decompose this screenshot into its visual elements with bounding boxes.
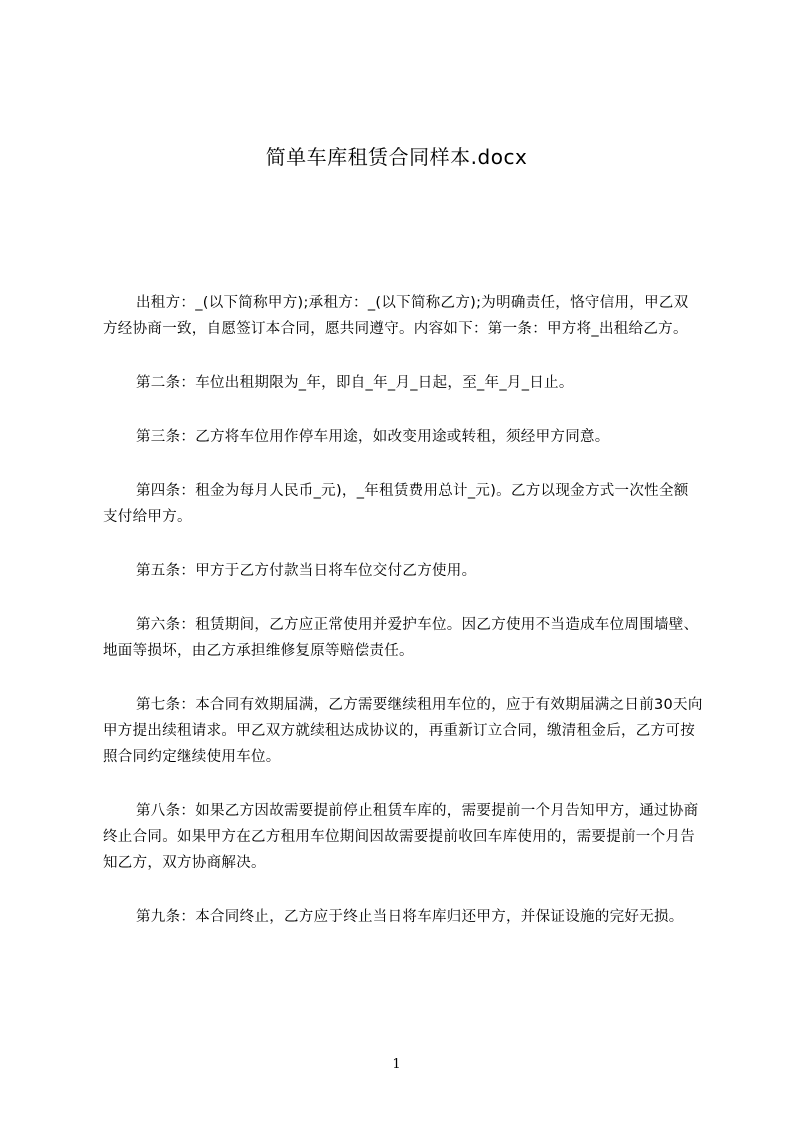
paragraph-gap — [103, 396, 703, 424]
paragraph-gap — [103, 770, 703, 798]
page-number: 1 — [392, 1057, 401, 1072]
paragraph-article-8: 第八条：如果乙方因故需要提前停止租赁车库的，需要提前一个月告知甲方，通过协商终止合同。如果甲方在乙方租用车位期间因故需要提前收回车库使用的，需要提前一个月告知乙方，双方协商解决。 — [103, 803, 699, 871]
paragraph-article-2: 第二条：车位出租期限为_年，即自_年_月_日起，至_年_月_日止。 — [136, 375, 574, 391]
paragraph-gap — [103, 584, 703, 612]
paragraph-gap — [103, 876, 703, 904]
paragraph-gap — [103, 450, 703, 478]
paragraph-intro: 出租方：_(以下简称甲方);承租方：_(以下简称乙方);为明确责任，恪守信用，甲乙双方经协商一致，自愿签订本合同，愿共同遵守。内容如下：第一条：甲方将_出租给乙方。 — [103, 295, 689, 337]
paragraph-article-7: 第七条：本合同有效期届满，乙方需要继续租用车位的，应于有效期届满之日前30天向甲方提出续租请求。甲乙双方就续租达成协议的，再重新订立合同，缴清租金后，乙方可按照合同约定继续使用车位。 — [103, 697, 703, 765]
document-title: 简单车库租赁合同样本.docx — [265, 145, 528, 169]
paragraph-article-5: 第五条：甲方于乙方付款当日将车位交付乙方使用。 — [136, 563, 477, 579]
paragraph-article-6: 第六条：租赁期间，乙方应正常使用并爱护车位。因乙方使用不当造成车位周围墙壁、地面等损坏，由乙方承担维修复原等赔偿责任。 — [103, 617, 699, 659]
paragraph-article-4: 第四条：租金为每月人民币_元)，_年租赁费用总计_元)。乙方以现金方式一次性全额支付给甲方。 — [103, 483, 689, 525]
contract-body — [103, 290, 703, 930]
paragraph-article-3: 第三条：乙方将车位用作停车用途，如改变用途或转租，须经甲方同意。 — [136, 429, 610, 445]
paragraph-gap — [103, 530, 703, 558]
paragraph-gap — [103, 664, 703, 692]
paragraph-article-9: 第九条：本合同终止，乙方应于终止当日将车库归还甲方，并保证设施的完好无损。 — [136, 909, 684, 925]
paragraph-gap — [103, 342, 703, 370]
